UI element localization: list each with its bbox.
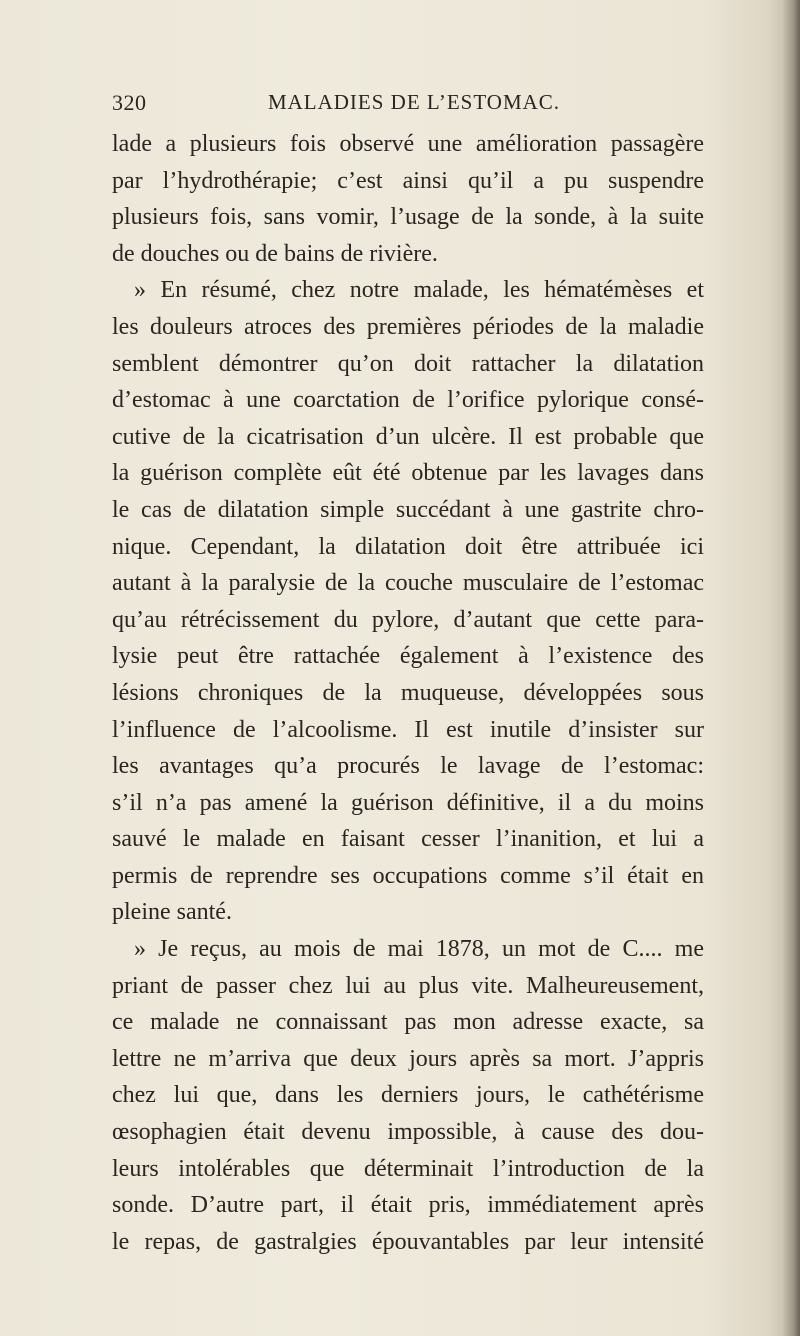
- text-line: le cas de dilatation simple succédant à une gastrite chro-: [112, 496, 704, 523]
- text-line: » En résumé, chez notre malade, les hématémèses et: [134, 277, 704, 304]
- text-line: la guérison complète eût été obtenue par les lavages dans: [112, 460, 704, 487]
- text-line: autant à la paralysie de la couche musculaire de l’estomac: [112, 570, 704, 597]
- text-line: œsophagien était devenu impossible, à cause des dou-: [112, 1119, 704, 1146]
- text-line: les douleurs atroces des premières périodes de la maladie: [112, 313, 704, 340]
- text-line: lysie peut être rattachée également à l’existence des: [112, 643, 704, 670]
- page-number: 320: [112, 90, 147, 115]
- text-line: nique. Cependant, la dilatation doit être attribuée ici: [112, 533, 704, 560]
- text-line: semblent démontrer qu’on doit rattacher la dilatation: [112, 350, 704, 377]
- text-line: s’il n’a pas amené la guérison définitive, il a du moins: [112, 789, 704, 816]
- text-line: pleine santé.: [112, 899, 232, 926]
- text-line: de douches ou de bains de rivière.: [112, 240, 438, 267]
- text-line: permis de reprendre ses occupations comme s’il était en: [112, 862, 704, 889]
- text-line: lettre ne m’arriva que deux jours après sa mort. J’appris: [112, 1045, 704, 1072]
- text-line: lade a plusieurs fois observé une amélioration passagère: [112, 131, 704, 157]
- text-line: » Je reçus, au mois de mai 1878, un mot de C.... me: [134, 936, 704, 963]
- text-line: l’influence de l’alcoolisme. Il est inutile d’insister sur: [112, 716, 704, 743]
- text-line: leurs intolérables que déterminait l’introduction de la: [112, 1155, 704, 1182]
- text-line: lésions chroniques de la muqueuse, développées sous: [112, 679, 704, 706]
- page-header: [112, 90, 696, 120]
- body-text: [112, 126, 704, 1260]
- text-line: le repas, de gastralgies épouvantables par leur intensité: [112, 1228, 704, 1255]
- text-line: sauvé le malade en faisant cesser l’inanition, et lui a: [112, 826, 704, 853]
- text-line: qu’au rétrécissement du pylore, d’autant que cette para-: [112, 606, 704, 633]
- text-line: sonde. D’autre part, il était pris, immédiatement après: [112, 1192, 704, 1219]
- text-line: les avantages qu’a procurés le lavage de l’estomac:: [112, 753, 704, 780]
- text-line: chez lui que, dans les derniers jours, le cathétérisme: [112, 1082, 704, 1109]
- page-edge-shadow: [782, 0, 800, 1336]
- text-line: par l’hydrothérapie; c’est ainsi qu’il a pu suspendre: [112, 167, 704, 194]
- text-line: cutive de la cicatrisation d’un ulcère. Il est probable que: [112, 423, 704, 450]
- text-line: plusieurs fois, sans vomir, l’usage de la sonde, à la suite: [112, 204, 704, 231]
- text-line: priant de passer chez lui au plus vite. Malheureusement,: [112, 972, 704, 999]
- text-line: d’estomac à une coarctation de l’orifice pylorique consé-: [112, 387, 704, 414]
- text-line: ce malade ne connaissant pas mon adresse exacte, sa: [112, 1009, 704, 1036]
- running-title: MALADIES DE L’ESTOMAC.: [267, 90, 561, 114]
